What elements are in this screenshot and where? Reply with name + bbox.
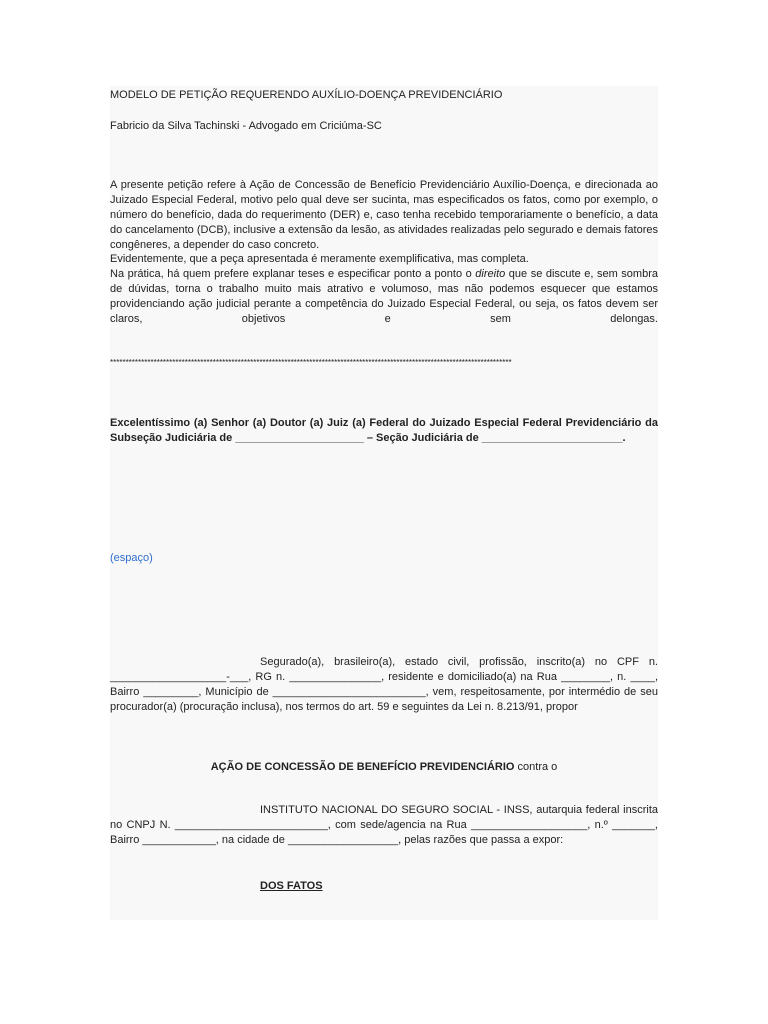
separator-line: ********************************************************************************************************************************* [110, 358, 512, 367]
court-address: Excelentíssimo (a) Senhor (a) Doutor (a) Juiz (a) Federal do Juizado Especial Federal Previdenciário da Subseção Judiciária de _____________________ – Seção Judiciária de _______________________. [110, 417, 658, 444]
intro-paragraph-2: Evidentemente, que a peça apresentada é meramente exemplificativa, mas completa. [110, 253, 529, 265]
space-link[interactable]: (espaço) [110, 552, 153, 564]
author-line: Fabricio da Silva Tachinski - Advogado em Criciúma-SC [110, 120, 382, 132]
document-title: MODELO DE PETIÇÃO REQUERENDO AUXÍLIO-DOENÇA PREVIDENCIÁRIO [110, 89, 503, 101]
defendant-qualification: INSTITUTO NACIONAL DO SEGURO SOCIAL - INSS, autarquia federal inscrita no CNPJ N. _________________________, com sede/agencia na Rua ___________________, n.º _______, Bairro ____________, na cidade de __________________, pelas razões que passa a expor: [110, 804, 658, 846]
intro-paragraph-1: A presente petição refere à Ação de Concessão de Benefício Previdenciário Auxílio-Doença, e direcionada ao Juizado Especial Federal, motivo pelo qual deve ser sucinta, mas especificados os fatos, como por exemplo, o número do benefício, dada do requerimento (DER) e, caso tenha recebido temporariamente o benefício, a data do cancelamento (DCB), inclusive a extensão da lesão, as atividades realizadas pelo segurado e demais fatores congêneres, a depender do caso concreto. [110, 179, 658, 251]
action-title: AÇÃO DE CONCESSÃO DE BENEFÍCIO PREVIDENCIÁRIO contra o [210, 761, 558, 773]
italic-word: direito [475, 268, 506, 280]
action-title-bold: AÇÃO DE CONCESSÃO DE BENEFÍCIO PREVIDENCIÁRIO [210, 761, 515, 773]
intro-paragraph-3: Na prática, há quem prefere explanar teses e especificar ponto a ponto o direito que se discute e, sem sombra de dúvidas, torna o trabalho muito mais atrativo e volumoso, mas não podemos esquecer que estamos providenciando ação judicial perante a competência do Juizado Especial Federal, ou seja, os fatos devem ser claros, objetivos e sem delongas. [110, 268, 658, 325]
plaintiff-qualification: Segurado(a), brasileiro(a), estado civil, profissão, inscrito(a) no CPF n. ___________________-___, RG n. _______________, residente e domiciliado(a) na Rua ________, n. ____, Bairro _________, Município de _________________________, vem, respeitosamente, por intermédio de seu procurador(a) (procuração inclusa), nos termos do art. 59 e seguintes da Lei n. 8.213/91, propor [110, 656, 658, 713]
facts-heading: DOS FATOS [260, 880, 323, 892]
